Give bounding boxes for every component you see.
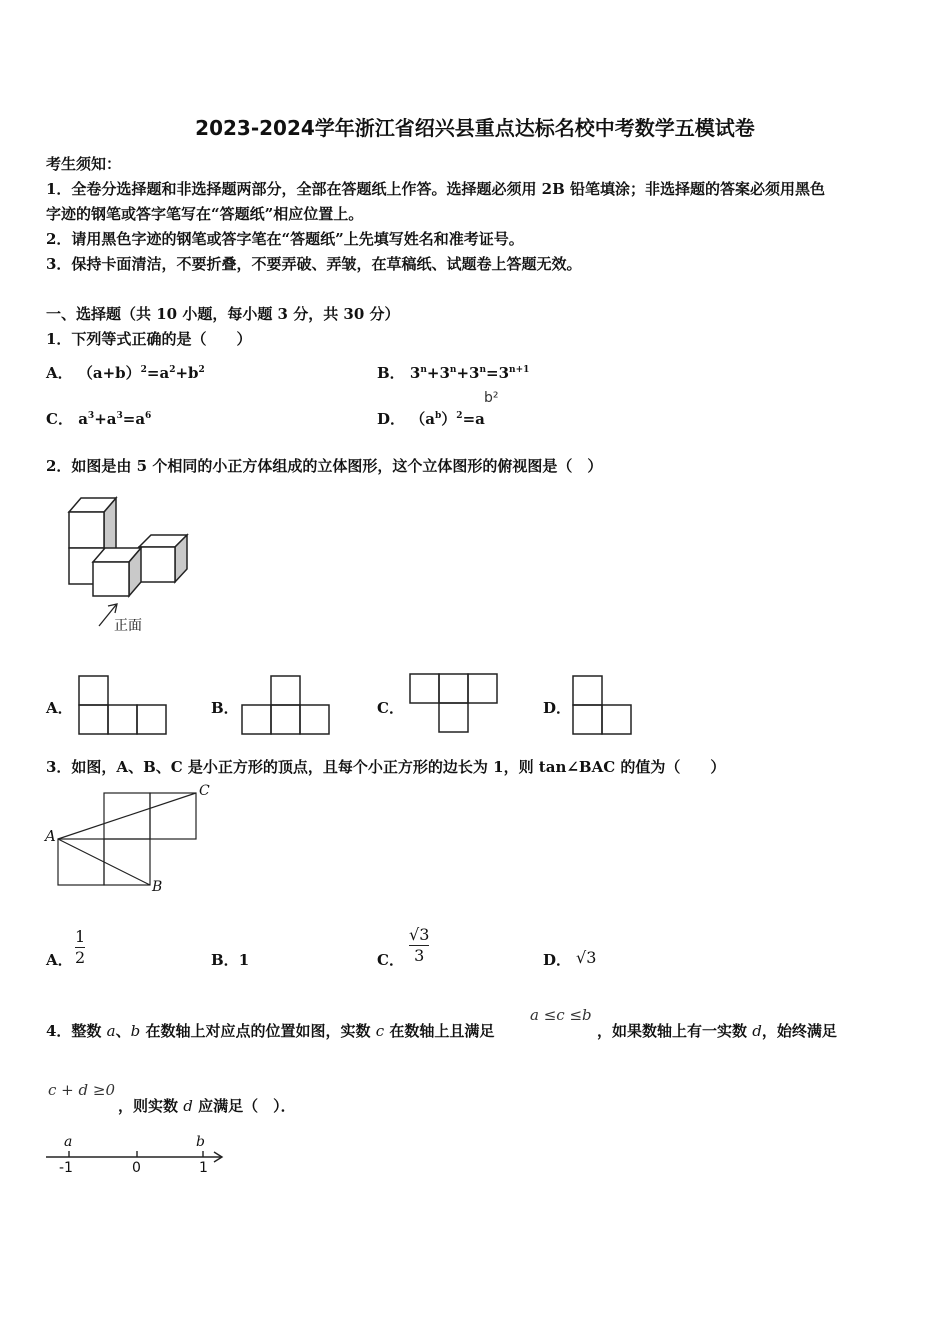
notice-line-2: 2．请用黑色字迹的钢笔或答字笔在“答题纸”上先填写姓名和准考证号。: [46, 230, 524, 248]
q2-d-label: D．: [543, 699, 572, 717]
notice-line-1b: 字迹的钢笔或答字笔写在“答题纸”相应位置上。: [46, 205, 364, 223]
q1-a-base: （a+b）: [77, 364, 141, 382]
q1-b-t4: =3: [486, 364, 510, 382]
q3-point-c-label: C: [199, 783, 210, 799]
q1-d-exponent-image: b²: [484, 390, 499, 406]
q3-a-label: A．: [46, 951, 73, 969]
q3-stem: 3．如图，A、B、C 是小正方形的顶点，且每个小正方形的边长为 1，则 tan∠BAC 的值为（ ）: [46, 758, 726, 776]
q3-d-label: D．: [543, 951, 572, 969]
notice-line-1a: 1．全卷分选择题和非选择题两部分，全部在答题纸上作答。选择题必须用 2B 铅笔填涂；非选择题的答案必须用黑色: [46, 180, 826, 198]
q1-d-label: D．: [377, 410, 406, 428]
q2-a-label: A．: [46, 699, 73, 717]
q1-a-exp3: 2: [198, 365, 205, 375]
q4-condition-1: a ≤c ≤b: [530, 1006, 592, 1024]
q1-d-t1: （a: [410, 410, 435, 428]
q4-var-b: b: [130, 1022, 141, 1040]
q3-b-label: B．: [211, 951, 239, 969]
q3-point-b-label: B: [152, 879, 163, 895]
q4-axis-b-label: b: [196, 1134, 205, 1150]
q4-condition-2: c + d ≥0: [48, 1081, 115, 1099]
q1-a-label: A．: [46, 364, 73, 382]
q4-sep: 、: [115, 1022, 131, 1040]
q4-tick-0: 0: [132, 1160, 141, 1176]
q2-b-label: B．: [211, 699, 239, 717]
q1-stem: 1．下列等式正确的是（ ）: [46, 330, 252, 348]
q1-a-rhs1: =a: [146, 364, 170, 382]
q3-a-numerator: 1: [75, 927, 86, 946]
q1-c-e3: 6: [145, 411, 152, 421]
q2-front-label: 正面: [114, 618, 142, 634]
q4-stem-e: ，始终满足: [761, 1022, 837, 1040]
q1-a-exp: 2: [140, 365, 147, 375]
q3-point-a-label: A: [45, 827, 56, 845]
page-title: 2023-2024学年浙江省绍兴县重点达标名校中考数学五模试卷: [195, 116, 755, 140]
q1-b-t2: +3: [426, 364, 450, 382]
q1-d-t3: =a: [462, 410, 485, 428]
q1-d-t2: ）: [441, 410, 457, 428]
q4-stem-b: 在数轴上对应点的位置如图，实数: [140, 1022, 376, 1040]
section-heading: 一、选择题（共 10 小题，每小题 3 分，共 30 分）: [46, 305, 400, 323]
q1-c-e1: 3: [87, 411, 95, 421]
q4-var-a: a: [106, 1022, 116, 1040]
q1-b-t3: +3: [456, 364, 480, 382]
q1-b-e2: n: [449, 365, 457, 375]
q3-a-denominator: 2: [75, 948, 86, 967]
q4-var-d2: d: [183, 1097, 193, 1115]
q4-stem-g: 应满足（ ）．: [192, 1097, 296, 1115]
q1-d-e2: 2: [456, 411, 463, 421]
q1-c-label: C．: [46, 410, 73, 428]
q1-c-t2: +a: [94, 410, 117, 428]
notice-heading: 考生须知：: [46, 155, 122, 173]
q4-var-c: c: [375, 1022, 385, 1040]
q4-stem-c: 在数轴上且满足: [384, 1022, 495, 1040]
q3-d-value: √3: [576, 948, 597, 967]
q3-c-numerator: √3: [409, 925, 430, 944]
q1-a-exp2: 2: [169, 365, 176, 375]
q1-d-e1: b: [434, 411, 442, 421]
notice-line-3: 3．保持卡面清洁，不要折叠，不要弄破、弄皱，在草稿纸、试题卷上答题无效。: [46, 255, 582, 273]
q4-stem-d: ，如果数轴上有一实数: [597, 1022, 753, 1040]
q4-tick-1: 1: [199, 1160, 208, 1176]
q1-a-rhs2: +b: [175, 364, 199, 382]
q1-c-t1: a: [78, 410, 88, 428]
q1-b-e3: n: [479, 365, 487, 375]
q2-c-label: C．: [377, 699, 404, 717]
q3-c-denominator: 3: [414, 946, 425, 965]
q4-tick-minus-1: -1: [59, 1160, 73, 1176]
q1-c-e2: 3: [116, 411, 123, 421]
q4-stem-a: 4．整数: [46, 1022, 107, 1040]
q3-c-label: C．: [377, 951, 404, 969]
q1-b-label: B．: [377, 364, 405, 382]
q1-b-t1: 3: [409, 364, 421, 382]
q1-b-e1: n: [420, 365, 427, 375]
q4-axis-a-label: a: [64, 1134, 73, 1150]
q2-stem: 2．如图是由 5 个相同的小正方体组成的立体图形，这个立体图形的俯视图是（ ）: [46, 457, 603, 475]
q1-b-e4: n+1: [509, 365, 530, 375]
q1-c-t3: =a: [122, 410, 146, 428]
q4-stem-f: ，则实数: [118, 1097, 184, 1115]
q4-var-d: d: [752, 1022, 762, 1040]
q3-b-value: 1: [238, 951, 250, 969]
